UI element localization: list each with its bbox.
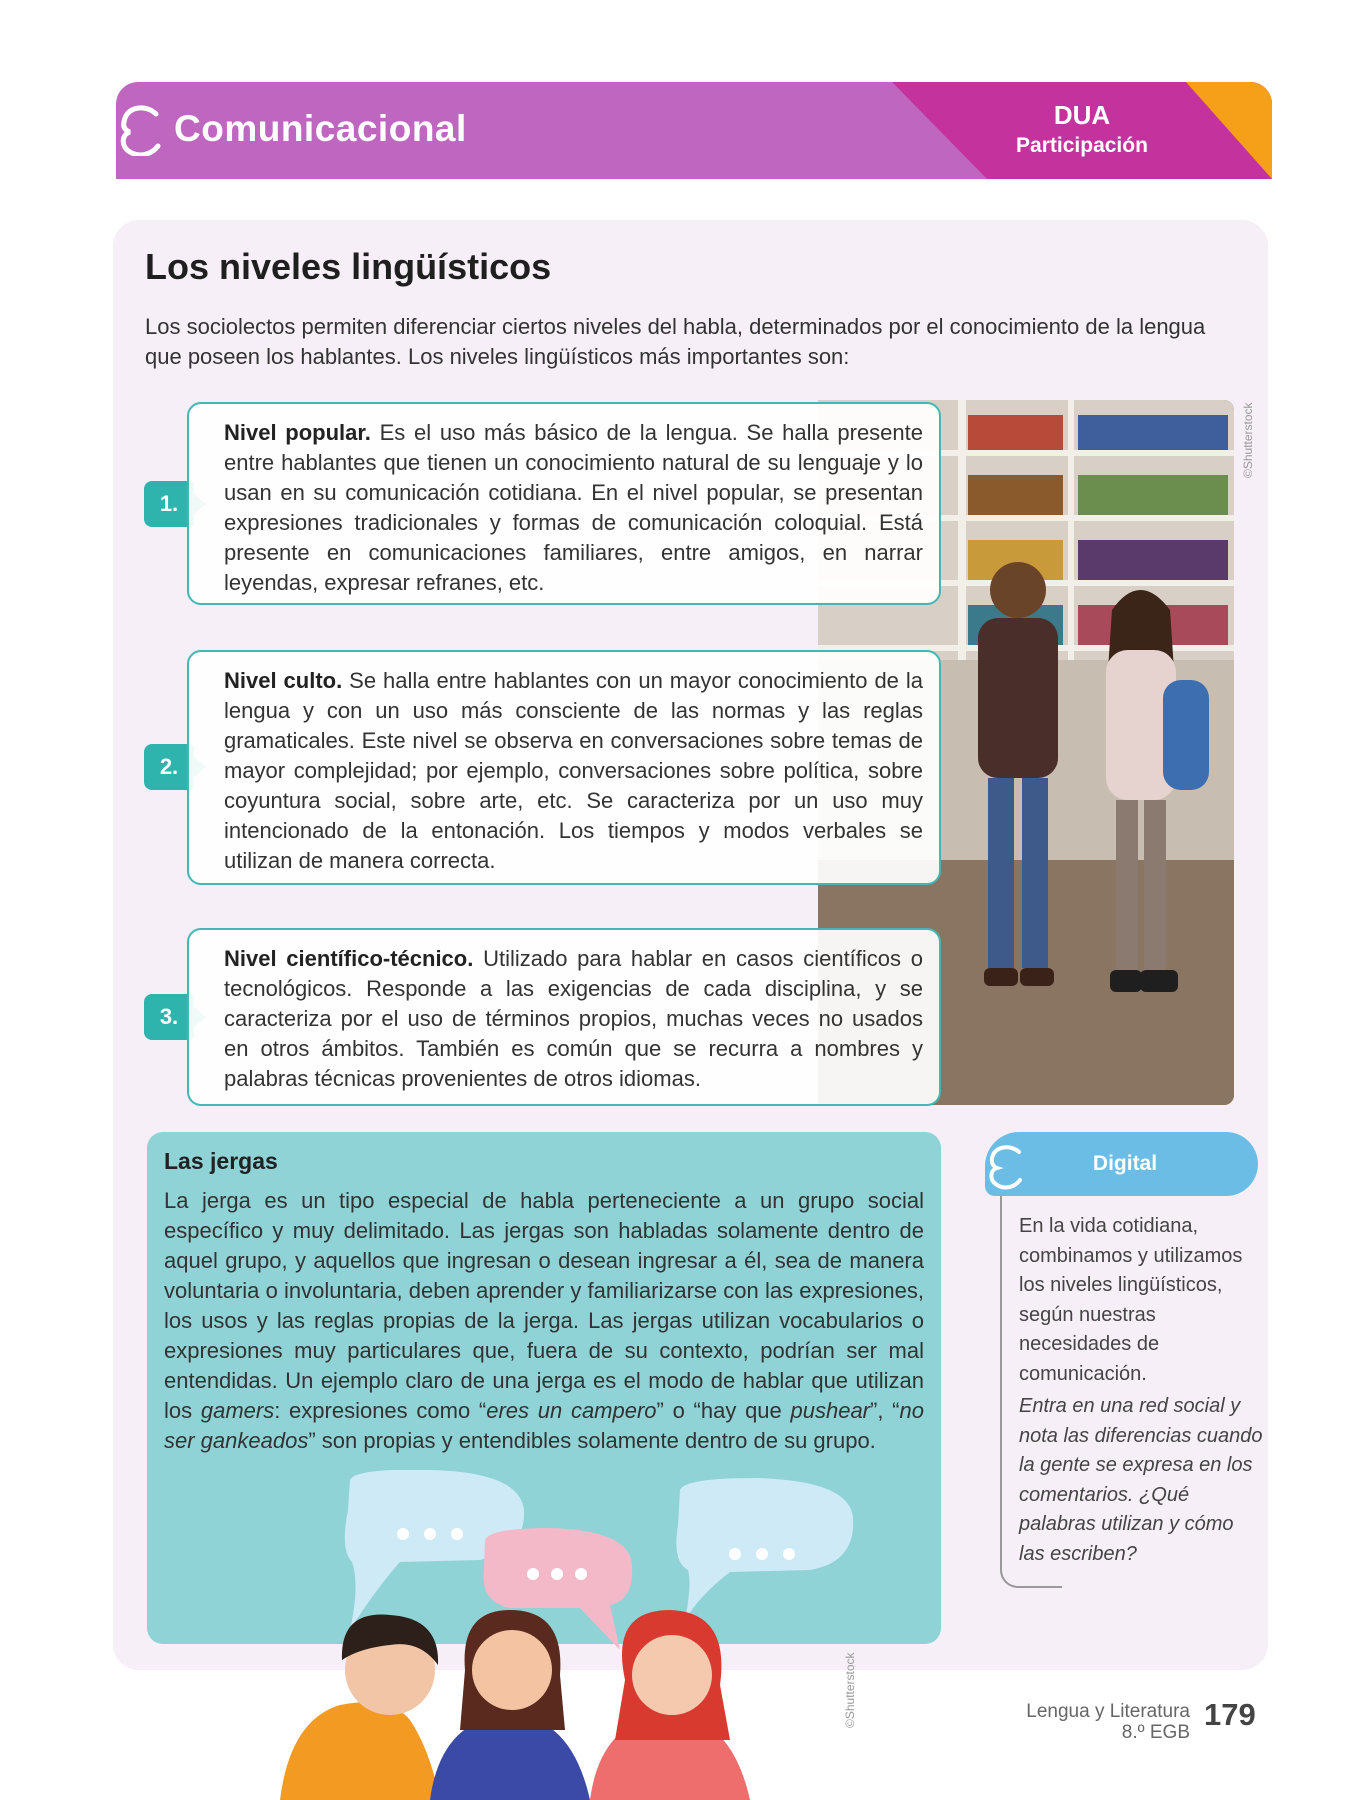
illustration-credit: ©Shutterstock xyxy=(843,1652,857,1728)
level-box-culto xyxy=(187,650,941,885)
footer-grade: 8.º EGB xyxy=(1121,1722,1190,1743)
intro-paragraph: Los sociolectos permiten diferenciar ciertos niveles del habla, determinados por el conocimiento de la lengua que poseen los hablantes. Los niveles lingüísticos más importantes son: xyxy=(145,314,1206,369)
photo-credit: ©Shutterstock xyxy=(1241,402,1255,478)
c-logo-icon xyxy=(116,104,166,156)
level-term: Nivel científico-técnico. xyxy=(224,946,474,971)
level-number-badge: 3. xyxy=(144,994,194,1040)
digital-text: En la vida cotidiana, combinamos y utilizamos los niveles lingüísticos, según nuestras necesidades de comunicación. xyxy=(1019,1215,1243,1385)
section-banner xyxy=(116,82,1272,179)
jergas-title: Las jergas xyxy=(164,1148,278,1174)
level-term: Nivel culto. xyxy=(224,668,343,693)
dua-sublabel: Participación xyxy=(1016,134,1148,157)
level-box-popular xyxy=(187,402,941,605)
level-description: Es el uso más básico de la lengua. Se halla presente entre hablantes que tienen un conocimiento natural de su lenguaje y lo usan en su comunicación cotidiana. En el nivel popular, se presentan expresiones tradicionales y formas de comunicación coloquial. Está presente en comunicaciones familiares, entre amigos, en narrar leyendas, expresar refranes, etc. xyxy=(224,420,923,595)
page-number: 179 xyxy=(1204,1697,1256,1732)
jergas-paragraph: La jerga es un tipo especial de habla perteneciente a un grupo social específico y muy delimitado. Las jergas son habladas solamente dentro de aquel grupo, y aquellos que ingresan o desean ingresar a él, sea de manera voluntaria o involuntaria, deben aprender y familiarizarse con las expresiones, los usos y las reglas propias de la jerga. Las jergas utilizan vocabularios o expresiones muy particulares que, fuera de su contexto, podrían ser mal entendidas. Un ejemplo claro de una jerga es el modo de hablar que utilizan los gamers: expresiones como “eres un campero” o “hay que pushear”, “no ser gankeados” son propias y entendibles solamente dentro de su grupo. xyxy=(164,1188,924,1453)
level-description: Se halla entre hablantes con un mayor conocimiento de la lengua y con un uso más consciente de las normas y las reglas gramaticales. Este nivel se observa en conversaciones sobre temas de mayor complejidad; por ejemplo, conversaciones sobre política, sobre coyuntura social, sobre arte, etc. Se caracteriza por un uso muy intencionado de la entonación. Los tiempos y modos verbales se utilizan de manera correcta. xyxy=(224,668,923,873)
footer-subject: Lengua y Literatura xyxy=(1026,1701,1190,1722)
people-talking-illustration xyxy=(280,1470,920,1800)
level-description: Utilizado para hablar en casos científicos o tecnológicos. Responde a las exigencias de cada disciplina, y se caracteriza por el uso de términos propios, muchas veces no usados en otros ámbitos. También es común que se recurra a nombres y palabras técnicas provenientes de otros idiomas. xyxy=(224,946,923,1091)
level-box-cientifico-tecnico xyxy=(187,928,941,1106)
digital-task: Entra en una red social y nota las diferencias cuando la gente se expresa en los comentarios. ¿Qué palabras utilizan y cómo las escriben? xyxy=(1019,1395,1263,1565)
banner-title: Comunicacional xyxy=(174,108,467,149)
level-term: Nivel popular. xyxy=(224,420,371,445)
level-number-badge: 2. xyxy=(144,744,194,790)
dua-label: DUA xyxy=(1053,100,1111,130)
c-logo-icon xyxy=(985,1144,1027,1192)
level-number-badge: 1. xyxy=(144,481,194,527)
section-title: Los niveles lingüísticos xyxy=(145,246,552,287)
digital-title: Digital xyxy=(1092,1152,1158,1175)
